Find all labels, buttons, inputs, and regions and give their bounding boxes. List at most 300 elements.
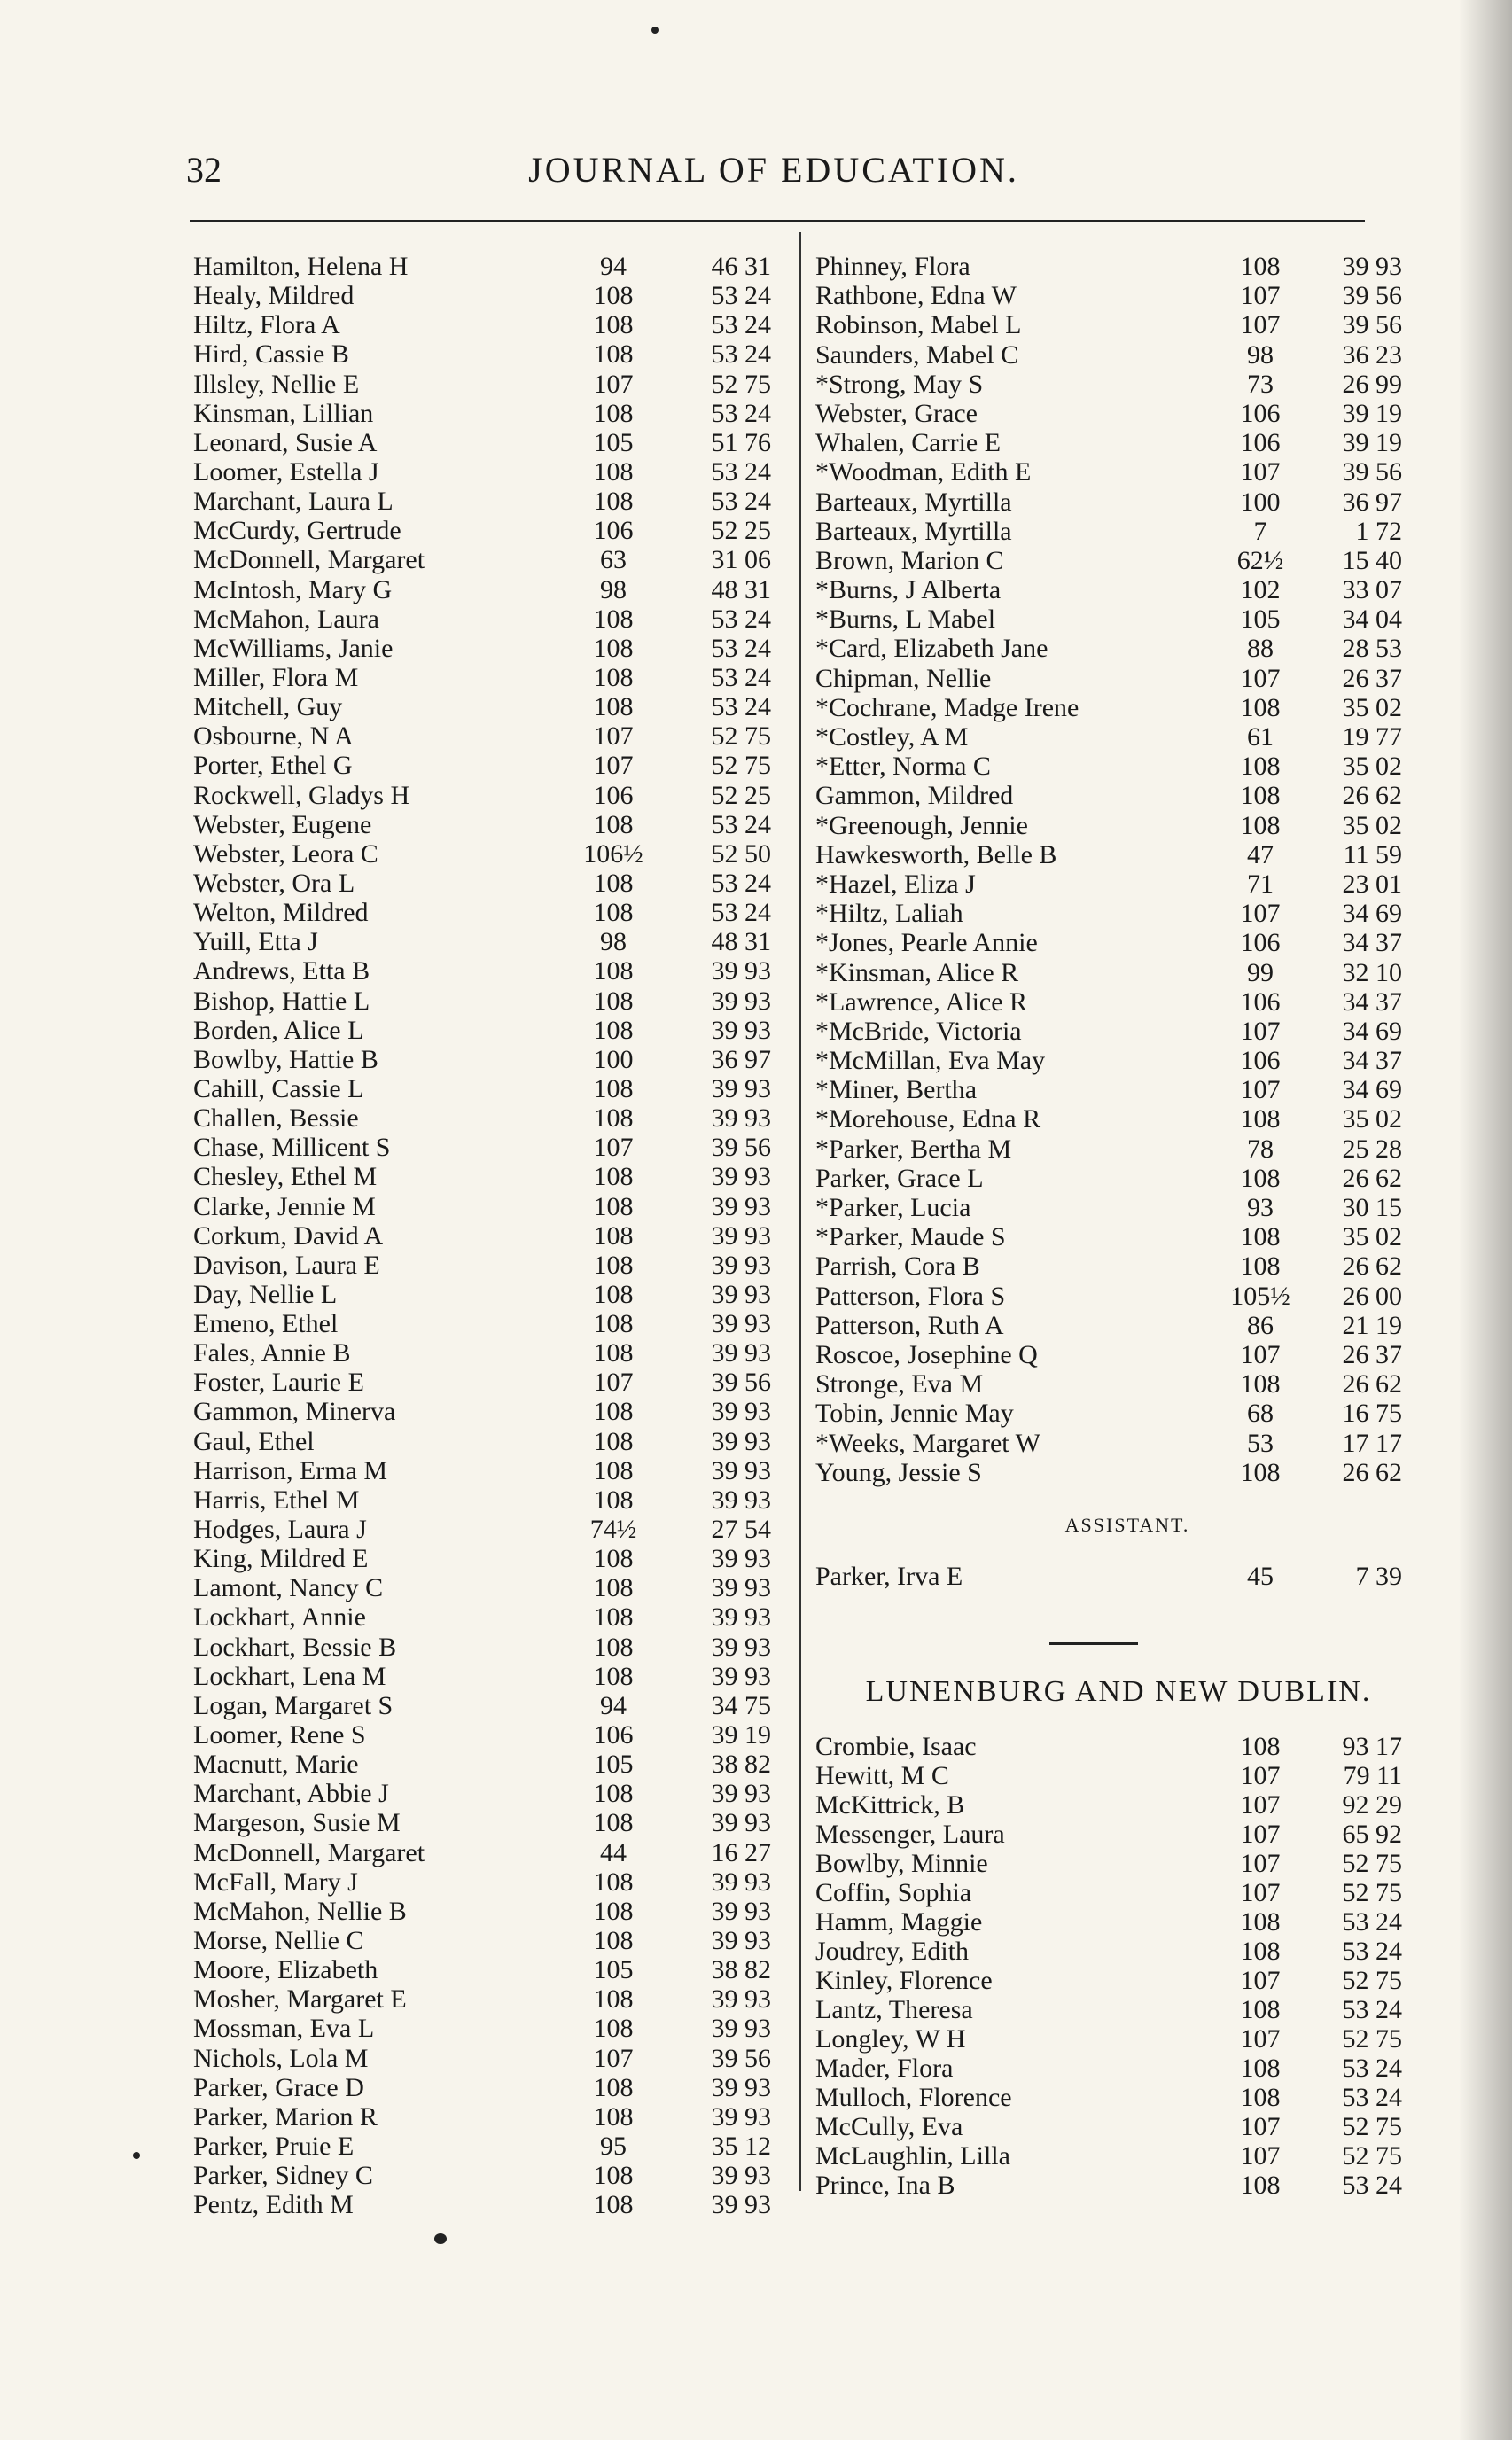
days-taught: 106 xyxy=(593,780,634,810)
teacher-name: McMahon, Nellie B xyxy=(193,1896,407,1926)
grant-amount: 35 02 xyxy=(1342,810,1402,840)
days-taught: 108 xyxy=(1240,810,1281,840)
table-row xyxy=(808,575,1411,604)
teacher-name: Mosher, Margaret E xyxy=(193,1984,407,2015)
teacher-name: Davison, Laura E xyxy=(193,1250,380,1280)
table-row xyxy=(168,310,789,339)
days-taught: 107 xyxy=(1240,1878,1281,1908)
table-row xyxy=(168,2044,789,2073)
grant-amount: 53 24 xyxy=(711,809,771,839)
days-taught: 108 xyxy=(593,1397,634,1427)
days-taught: 108 xyxy=(593,398,634,428)
teacher-name: Loomer, Rene S xyxy=(193,1720,366,1750)
table-row xyxy=(808,1966,1411,1995)
teacher-name: *Card, Elizabeth Jane xyxy=(815,634,1048,664)
grant-amount: 35 02 xyxy=(1342,692,1402,722)
teacher-name: Webster, Eugene xyxy=(193,809,372,839)
grant-amount: 39 93 xyxy=(711,2014,771,2044)
days-taught: 105½ xyxy=(1230,1281,1290,1311)
grant-amount: 39 93 xyxy=(711,1220,771,1251)
table-row xyxy=(168,1192,789,1221)
days-taught: 107 xyxy=(593,369,634,399)
grant-amount: 27 54 xyxy=(711,1515,771,1545)
grant-amount: 26 99 xyxy=(1342,369,1402,399)
teacher-name: Hird, Cassie B xyxy=(193,339,349,370)
days-taught: 108 xyxy=(593,1162,634,1192)
grant-amount: 52 75 xyxy=(1342,2112,1402,2142)
table-row xyxy=(168,1103,789,1133)
grant-amount: 38 82 xyxy=(711,1750,771,1780)
grant-amount: 53 24 xyxy=(1342,1995,1402,2025)
days-taught: 102 xyxy=(1240,575,1281,605)
days-taught: 73 xyxy=(1247,369,1274,399)
days-taught: 108 xyxy=(593,1661,634,1691)
days-taught: 106 xyxy=(1240,928,1281,958)
table-row xyxy=(808,1340,1411,1369)
days-taught: 108 xyxy=(1240,1457,1281,1487)
teacher-name: Nichols, Lola M xyxy=(193,2043,369,2073)
table-row xyxy=(168,1750,789,1779)
teacher-name: Clarke, Jennie M xyxy=(193,1191,376,1221)
days-taught: 108 xyxy=(593,1485,634,1515)
grant-amount: 52 75 xyxy=(1342,1849,1402,1879)
table-row xyxy=(168,810,789,839)
grant-amount: 36 97 xyxy=(1342,487,1402,517)
table-row xyxy=(808,1562,1411,1591)
grant-amount: 48 31 xyxy=(711,574,771,604)
table-row xyxy=(808,517,1411,546)
teacher-name: Foster, Laurie E xyxy=(193,1368,364,1398)
days-taught: 108 xyxy=(1240,692,1281,722)
grant-amount: 52 25 xyxy=(711,516,771,546)
grant-amount: 53 24 xyxy=(711,898,771,928)
grant-amount: 53 24 xyxy=(1342,1937,1402,1967)
days-taught: 61 xyxy=(1247,722,1274,752)
teacher-name: Gammon, Mildred xyxy=(815,781,1014,811)
table-row xyxy=(808,457,1411,487)
teacher-name: Hodges, Laura J xyxy=(193,1515,367,1545)
days-taught: 108 xyxy=(593,898,634,928)
table-row xyxy=(808,1251,1411,1281)
days-taught: 107 xyxy=(593,1368,634,1398)
days-taught: 108 xyxy=(593,1544,634,1574)
teacher-name: Moore, Elizabeth xyxy=(193,1955,378,1985)
table-row xyxy=(168,545,789,574)
teacher-name: Mossman, Eva L xyxy=(193,2014,375,2044)
teacher-name: Healy, Mildred xyxy=(193,281,355,311)
teacher-name: Pentz, Edith M xyxy=(193,2190,354,2220)
table-row xyxy=(168,281,789,310)
grant-amount: 52 75 xyxy=(711,751,771,781)
days-taught: 108 xyxy=(1240,1104,1281,1134)
grant-amount: 35 02 xyxy=(1342,1222,1402,1252)
table-row xyxy=(808,1458,1411,1487)
grant-amount: 21 19 xyxy=(1342,1310,1402,1340)
table-row xyxy=(168,839,789,869)
teacher-name: Parker, Grace L xyxy=(815,1163,984,1193)
teacher-name: Saunders, Mabel C xyxy=(815,339,1019,370)
teacher-name: Marchant, Laura L xyxy=(193,487,394,517)
grant-amount: 26 00 xyxy=(1342,1281,1402,1311)
table-row xyxy=(808,1790,1411,1820)
grant-amount: 26 62 xyxy=(1342,1251,1402,1282)
grant-amount: 39 93 xyxy=(711,1661,771,1691)
days-taught: 107 xyxy=(1240,1339,1281,1369)
teacher-name: *Etter, Norma C xyxy=(815,752,991,782)
table-row xyxy=(168,1691,789,1720)
days-taught: 95 xyxy=(600,2132,627,2161)
teacher-name: *Hiltz, Laliah xyxy=(815,899,963,929)
days-taught: 47 xyxy=(1247,839,1274,869)
grant-amount: 34 04 xyxy=(1342,604,1402,635)
teacher-name: Challen, Bessie xyxy=(193,1103,359,1134)
table-row xyxy=(808,310,1411,339)
table-row xyxy=(808,1193,1411,1222)
days-taught: 106 xyxy=(1240,398,1281,428)
days-taught: 94 xyxy=(600,1690,627,1720)
days-taught: 108 xyxy=(1240,781,1281,811)
teacher-name: Bishop, Hattie L xyxy=(193,986,370,1016)
teacher-name: Longley, W H xyxy=(815,2024,966,2054)
table-row xyxy=(168,1074,789,1103)
days-taught: 108 xyxy=(593,1426,634,1456)
grant-amount: 53 24 xyxy=(711,868,771,898)
table-row xyxy=(168,898,789,927)
days-taught: 108 xyxy=(593,1015,634,1045)
teacher-name: *Cochrane, Madge Irene xyxy=(815,692,1079,722)
days-taught: 108 xyxy=(593,1191,634,1221)
grant-amount: 39 93 xyxy=(711,2072,771,2102)
table-row xyxy=(168,986,789,1016)
days-taught: 108 xyxy=(593,662,634,692)
teacher-name: Patterson, Flora S xyxy=(815,1281,1006,1311)
days-taught: 107 xyxy=(1240,1820,1281,1850)
grant-amount: 7 39 xyxy=(1355,1561,1402,1591)
grant-amount: 34 69 xyxy=(1342,1016,1402,1046)
days-taught: 108 xyxy=(1240,1163,1281,1193)
days-taught: 108 xyxy=(1240,2171,1281,2201)
teacher-name: Harris, Ethel M xyxy=(193,1485,360,1515)
grant-amount: 36 97 xyxy=(711,1044,771,1074)
table-row xyxy=(168,927,789,956)
table-row xyxy=(808,634,1411,663)
days-taught: 108 xyxy=(593,986,634,1016)
teacher-name: McCurdy, Gertrude xyxy=(193,516,401,546)
table-row xyxy=(808,752,1411,781)
table-row xyxy=(168,751,789,780)
teacher-name: Hawkesworth, Belle B xyxy=(815,839,1057,869)
teacher-name: Barteaux, Myrtilla xyxy=(815,516,1012,546)
days-taught: 108 xyxy=(593,1926,634,1956)
teacher-name: Parker, Pruie E xyxy=(193,2132,355,2161)
grant-amount: 39 93 xyxy=(711,1896,771,1926)
grant-amount: 34 69 xyxy=(1342,899,1402,929)
days-taught: 106 xyxy=(1240,986,1281,1017)
table-row xyxy=(808,2112,1411,2141)
days-taught: 108 xyxy=(593,692,634,722)
days-taught: 63 xyxy=(600,545,627,575)
days-taught: 107 xyxy=(1240,457,1281,487)
table-row xyxy=(168,2190,789,2219)
teacher-name: Osbourne, N A xyxy=(193,721,354,752)
grant-amount: 34 37 xyxy=(1342,986,1402,1017)
grant-amount: 11 59 xyxy=(1343,839,1402,869)
grant-amount: 33 07 xyxy=(1342,575,1402,605)
teacher-name: Lamont, Nancy C xyxy=(193,1573,384,1603)
grant-amount: 79 11 xyxy=(1343,1761,1402,1791)
grant-amount: 53 24 xyxy=(711,281,771,311)
teacher-name: *Miner, Bertha xyxy=(815,1075,978,1105)
table-row xyxy=(808,1282,1411,1311)
table-row xyxy=(168,2161,789,2190)
table-row xyxy=(808,987,1411,1017)
table-row xyxy=(168,1867,789,1897)
table-row xyxy=(168,1573,789,1602)
teacher-name: Tobin, Jennie May xyxy=(815,1399,1014,1429)
grant-amount: 52 75 xyxy=(711,369,771,399)
table-row xyxy=(808,1369,1411,1399)
table-row xyxy=(808,487,1411,517)
teacher-name: Welton, Mildred xyxy=(193,898,369,928)
grant-amount: 39 93 xyxy=(711,1279,771,1309)
table-row xyxy=(168,1280,789,1309)
teacher-name: Parker, Irva E xyxy=(815,1561,963,1591)
grant-amount: 52 25 xyxy=(711,780,771,810)
teacher-name: *McBride, Victoria xyxy=(815,1016,1022,1046)
grant-amount: 39 93 xyxy=(711,2190,771,2220)
days-taught: 108 xyxy=(1240,1732,1281,1762)
grant-amount: 53 24 xyxy=(711,662,771,692)
grant-amount: 19 77 xyxy=(1342,722,1402,752)
table-row xyxy=(808,2083,1411,2112)
teacher-name: Young, Jessie S xyxy=(815,1457,982,1487)
table-row xyxy=(808,1995,1411,2024)
grant-amount: 39 93 xyxy=(711,1808,771,1838)
grant-amount: 39 56 xyxy=(1342,457,1402,487)
table-row xyxy=(168,1955,789,1984)
grant-amount: 53 24 xyxy=(1342,2083,1402,2113)
grant-amount: 35 02 xyxy=(1342,1104,1402,1134)
days-taught: 108 xyxy=(593,2161,634,2191)
table-row xyxy=(168,1456,789,1485)
days-taught: 108 xyxy=(593,2072,634,2102)
days-taught: 107 xyxy=(1240,2024,1281,2054)
table-row xyxy=(168,721,789,751)
grant-amount: 52 75 xyxy=(711,721,771,752)
table-row xyxy=(808,1311,1411,1340)
days-taught: 108 xyxy=(593,1073,634,1103)
table-row xyxy=(808,546,1411,575)
teacher-name: Chipman, Nellie xyxy=(815,663,992,693)
teacher-name: Cahill, Cassie L xyxy=(193,1073,364,1103)
days-taught: 107 xyxy=(1240,1966,1281,1996)
teacher-name: Rockwell, Gladys H xyxy=(193,780,410,810)
teacher-name: *Weeks, Margaret W xyxy=(815,1428,1040,1458)
grant-amount: 39 93 xyxy=(711,1602,771,1633)
right-list xyxy=(808,252,1411,1487)
grant-amount: 38 82 xyxy=(711,1955,771,1985)
grant-amount: 39 93 xyxy=(711,1779,771,1809)
days-taught: 108 xyxy=(593,1867,634,1897)
column-rule xyxy=(799,232,801,2191)
days-taught: 71 xyxy=(1247,869,1274,899)
grant-amount: 39 93 xyxy=(711,1015,771,1045)
teacher-name: Hamilton, Helena H xyxy=(193,252,409,281)
teacher-name: Kinsman, Lillian xyxy=(193,398,374,428)
teacher-name: Bowlby, Minnie xyxy=(815,1849,988,1879)
days-taught: 108 xyxy=(593,633,634,663)
teacher-name: Gaul, Ethel xyxy=(193,1426,315,1456)
grant-amount: 65 92 xyxy=(1342,1820,1402,1850)
days-taught: 108 xyxy=(1240,1995,1281,2025)
days-taught: 108 xyxy=(593,1602,634,1633)
table-row xyxy=(168,1602,789,1632)
teacher-name: Parker, Marion R xyxy=(193,2101,378,2132)
days-taught: 107 xyxy=(1240,1849,1281,1879)
teacher-name: *Morehouse, Edna R xyxy=(815,1104,1041,1134)
table-row xyxy=(168,1984,789,2014)
teacher-name: Hamm, Maggie xyxy=(815,1907,983,1937)
table-row xyxy=(168,1926,789,1955)
teacher-name: Logan, Margaret S xyxy=(193,1690,394,1720)
days-taught: 108 xyxy=(593,956,634,986)
teacher-name: Morse, Nellie C xyxy=(193,1926,364,1956)
table-row xyxy=(808,958,1411,987)
grant-amount: 26 37 xyxy=(1342,1339,1402,1369)
table-row xyxy=(808,2171,1411,2200)
teacher-name: *Lawrence, Alice R xyxy=(815,986,1028,1017)
grant-amount: 39 93 xyxy=(711,986,771,1016)
teacher-name: *Parker, Bertha M xyxy=(815,1134,1012,1164)
grant-amount: 26 62 xyxy=(1342,1457,1402,1487)
days-taught: 108 xyxy=(1240,2083,1281,2113)
table-row xyxy=(808,1222,1411,1251)
table-row xyxy=(168,2073,789,2102)
teacher-name: Patterson, Ruth A xyxy=(815,1310,1004,1340)
grant-amount: 31 06 xyxy=(711,545,771,575)
days-taught: 108 xyxy=(593,809,634,839)
grant-amount: 39 93 xyxy=(711,1544,771,1574)
teacher-name: Hewitt, M C xyxy=(815,1761,949,1791)
teacher-name: Lockhart, Bessie B xyxy=(193,1632,397,1662)
table-row xyxy=(168,1045,789,1074)
days-taught: 105 xyxy=(593,1955,634,1985)
grant-amount: 92 29 xyxy=(1342,1790,1402,1820)
grant-amount: 53 24 xyxy=(1342,2054,1402,2084)
teacher-name: Lockhart, Annie xyxy=(193,1602,366,1633)
days-taught: 100 xyxy=(1240,487,1281,517)
page-edge-shadow xyxy=(1459,0,1512,2440)
teacher-name: *Strong, May S xyxy=(815,369,984,399)
table-row xyxy=(808,1849,1411,1878)
teacher-name: *McMillan, Eva May xyxy=(815,1046,1046,1076)
table-row xyxy=(808,1937,1411,1966)
grant-amount: 52 75 xyxy=(1342,2024,1402,2054)
grant-amount: 25 28 xyxy=(1342,1134,1402,1164)
table-row xyxy=(168,252,789,281)
days-taught: 108 xyxy=(1240,1937,1281,1967)
grant-amount: 39 93 xyxy=(711,1455,771,1485)
table-row xyxy=(808,2024,1411,2054)
teacher-name: McIntosh, Mary G xyxy=(193,574,393,604)
table-row xyxy=(168,604,789,634)
grant-amount: 39 56 xyxy=(1342,310,1402,340)
days-taught: 108 xyxy=(593,339,634,370)
days-taught: 106½ xyxy=(583,838,643,869)
days-taught: 107 xyxy=(1240,1075,1281,1105)
table-row xyxy=(808,252,1411,281)
table-row xyxy=(808,928,1411,957)
teacher-name: Chase, Millicent S xyxy=(193,1133,391,1163)
grant-amount: 39 56 xyxy=(711,2043,771,2073)
teacher-name: Whalen, Carrie E xyxy=(815,428,1002,458)
days-taught: 45 xyxy=(1247,1561,1274,1591)
grant-amount: 39 93 xyxy=(711,1309,771,1339)
teacher-name: Lockhart, Lena M xyxy=(193,1661,386,1691)
table-row xyxy=(808,1104,1411,1134)
days-taught: 86 xyxy=(1247,1310,1274,1340)
days-taught: 108 xyxy=(593,1573,634,1603)
teacher-name: *Hazel, Eliza J xyxy=(815,869,976,899)
grant-amount: 53 24 xyxy=(711,456,771,487)
teacher-name: Bowlby, Hattie B xyxy=(193,1044,378,1074)
days-taught: 108 xyxy=(593,310,634,340)
teacher-name: Messenger, Laura xyxy=(815,1820,1005,1850)
table-row xyxy=(168,1485,789,1515)
table-row xyxy=(808,1017,1411,1046)
days-taught: 107 xyxy=(1240,1790,1281,1820)
table-row xyxy=(168,1544,789,1573)
table-row xyxy=(808,428,1411,457)
teacher-name: Parker, Sidney C xyxy=(193,2161,373,2191)
table-row xyxy=(168,370,789,399)
teacher-name: *Jones, Pearle Annie xyxy=(815,928,1038,958)
teacher-name: McCully, Eva xyxy=(815,2112,963,2142)
grant-amount: 53 24 xyxy=(711,604,771,634)
teacher-name: *Burns, J Alberta xyxy=(815,575,1002,605)
days-taught: 98 xyxy=(1247,339,1274,370)
table-row xyxy=(808,281,1411,310)
table-row xyxy=(168,428,789,457)
teacher-name: Robinson, Mabel L xyxy=(815,310,1022,340)
days-taught: 107 xyxy=(1240,1016,1281,1046)
days-taught: 108 xyxy=(593,1338,634,1368)
table-row xyxy=(808,2054,1411,2083)
teacher-name: Brown, Marion C xyxy=(815,545,1004,575)
teacher-name: Crombie, Isaac xyxy=(815,1732,977,1762)
table-row xyxy=(168,1397,789,1426)
teacher-name: Prince, Ina B xyxy=(815,2171,955,2201)
table-row xyxy=(168,516,789,545)
table-row xyxy=(808,693,1411,722)
days-taught: 108 xyxy=(1240,1907,1281,1937)
days-taught: 106 xyxy=(1240,428,1281,458)
days-taught: 108 xyxy=(593,487,634,517)
left-column xyxy=(168,252,789,2219)
table-row xyxy=(168,1427,789,1456)
running-head: JOURNAL OF EDUCATION. xyxy=(528,150,1019,190)
table-row xyxy=(168,869,789,898)
grant-amount: 39 93 xyxy=(711,1926,771,1956)
days-taught: 99 xyxy=(1247,957,1274,987)
days-taught: 74½ xyxy=(589,1515,637,1545)
teacher-name: Day, Nellie L xyxy=(193,1279,338,1309)
teacher-name: Loomer, Estella J xyxy=(193,456,379,487)
grant-amount: 39 19 xyxy=(1342,428,1402,458)
grant-amount: 36 23 xyxy=(1342,339,1402,370)
teacher-name: King, Mildred E xyxy=(193,1544,369,1574)
table-row xyxy=(168,634,789,663)
